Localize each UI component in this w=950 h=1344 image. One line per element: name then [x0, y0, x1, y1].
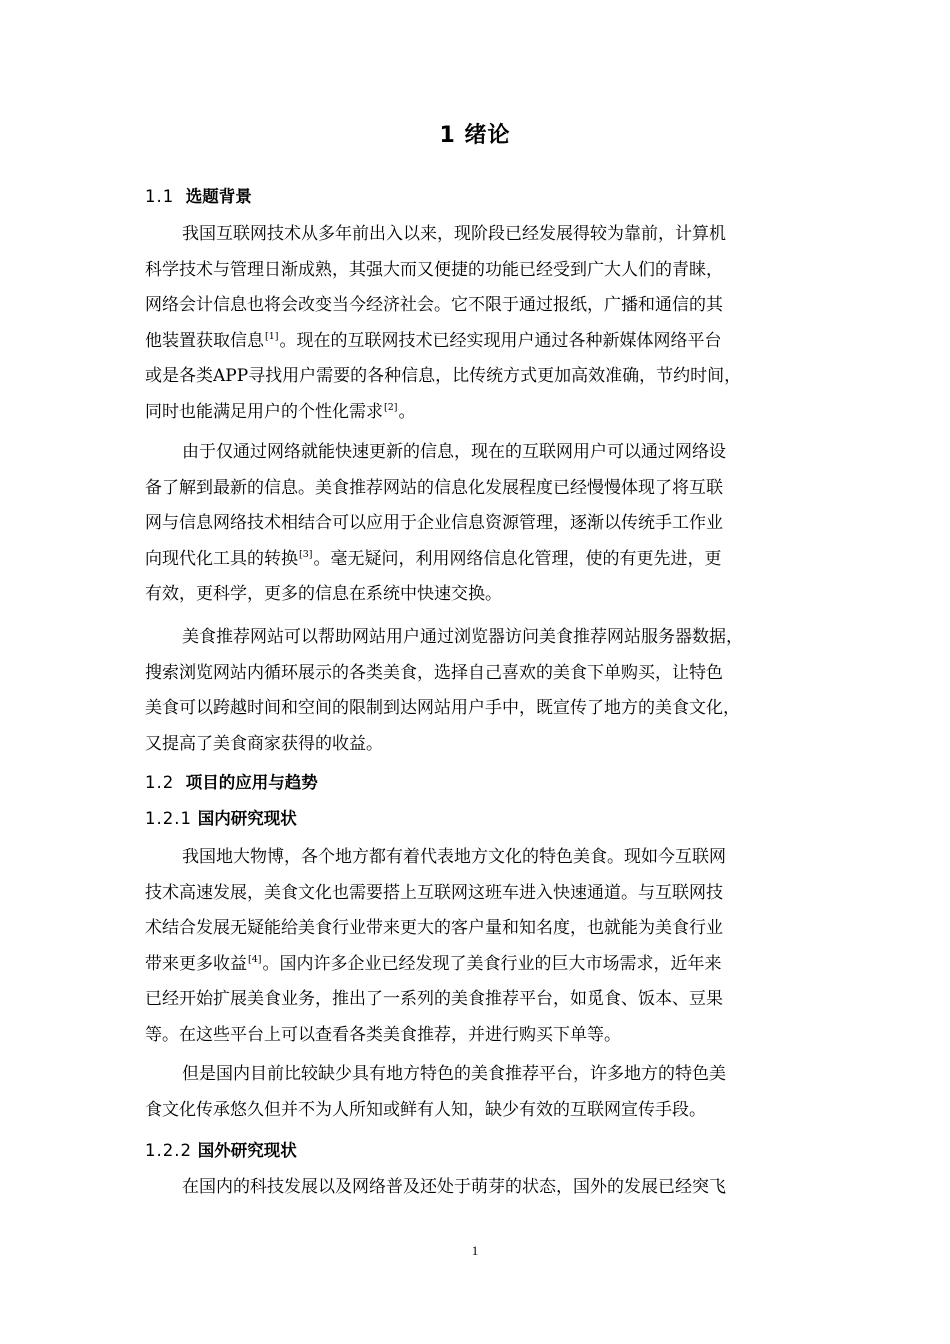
section-number: 1.2 — [145, 773, 175, 792]
section-heading-1-2-2 — [145, 1139, 297, 1163]
section-title: 项目的应用与趋势 — [185, 773, 318, 792]
text-line — [145, 947, 807, 983]
citation-ref: [1] — [265, 330, 279, 342]
text-line: 备了解到最新的信息。美食推荐网站的信息化发展程度已经慢慢体现了将互联 — [145, 477, 723, 498]
text-line: 美食可以跨越时间和空间的限制到达网站用户手中，既宣传了地方的美食文化， — [145, 698, 740, 718]
text-line: 在国内的科技发展以及网络普及还处于萌芽的状态，国外的发展已经突飞 — [182, 1177, 726, 1197]
text-line: 网与信息网络技术相结合可以应用于企业信息资源管理，逐渐以传统手工作业 — [145, 513, 723, 533]
section-number: 1.1 — [145, 187, 175, 206]
section-heading-1-2 — [145, 771, 318, 795]
text-line: 又提高了美食商家获得的收益。 — [145, 733, 383, 754]
paragraph-5 — [145, 1057, 807, 1128]
chapter-title: 1 绪论 — [439, 123, 511, 148]
citation-ref: [2] — [384, 401, 398, 413]
text-line: 我国地大物博，各个地方都有着代表地方文化的特色美食。现如今互联网 — [182, 847, 726, 867]
text-segment: 他装置获取信息 — [145, 330, 264, 351]
section-title: 选题背景 — [185, 187, 252, 206]
paragraph-1 — [145, 217, 807, 430]
text-segment: 带来更多收益 — [145, 953, 247, 974]
text-segment: 同时也能满足用户的个性化需求 — [145, 401, 383, 422]
text-line: 或是各类APP寻找用户需要的各种信息，比传统方式更加高效准确，节约时间， — [145, 366, 742, 386]
section-title: 国外研究现状 — [197, 1141, 297, 1160]
section-number: 1.2.2 — [145, 1141, 192, 1160]
paragraph-6 — [145, 1170, 807, 1206]
text-line — [145, 324, 807, 360]
page-number: 1 — [471, 1243, 479, 1258]
section-heading-1-2-1 — [145, 807, 297, 831]
paragraph-3 — [145, 620, 807, 762]
text-line: 网络会计信息也将会改变当今经济社会。它不限于通过报纸，广播和通信的其 — [145, 295, 723, 315]
text-segment: 。现在的互联网技术已经实现用户通过各种新媒体网络平台 — [279, 330, 722, 351]
citation-ref: [4] — [248, 953, 262, 965]
paragraph-2 — [145, 435, 807, 613]
text-line: 美食推荐网站可以帮助网站用户通过浏览器访问美食推荐网站服务器数据， — [182, 627, 743, 647]
text-line: 由于仅通过网络就能快速更新的信息，现在的互联网用户可以通过网络设 — [182, 442, 726, 462]
section-number: 1.2.1 — [145, 809, 192, 828]
paragraph-4 — [145, 840, 807, 1053]
text-line: 食文化传承悠久但并不为人所知或鲜有人知，缺少有效的互联网宣传手段。 — [145, 1099, 706, 1120]
text-segment: 。国内许多企业已经发现了美食行业的巨大市场需求，近年来 — [262, 953, 722, 974]
text-line: 技术高速发展，美食文化也需要搭上互联网这班车进入快速通道。与互联网技 — [145, 882, 723, 903]
section-title: 国内研究现状 — [197, 809, 297, 828]
text-line: 已经开始扩展美食业务，推出了一系列的美食推荐平台，如觅食、饭本、豆果 — [145, 989, 723, 1009]
text-line: 等。在这些平台上可以查看各类美食推荐，并进行购买下单等。 — [145, 1024, 621, 1045]
text-line: 但是国内目前比较缺少具有地方特色的美食推荐平台，许多地方的特色美 — [182, 1064, 726, 1084]
text-segment: 向现代化工具的转换 — [145, 548, 298, 569]
citation-ref: [3] — [299, 548, 313, 560]
text-line: 术结合发展无疑能给美食行业带来更大的客户量和知名度，也就能为美食行业 — [145, 918, 723, 938]
text-line: 有效，更科学，更多的信息在系统中快速交换。 — [145, 584, 502, 604]
text-line — [145, 542, 807, 578]
text-line: 科学技术与管理日渐成熟，其强大而又便捷的功能已经受到广大人们的青睐， — [145, 259, 723, 280]
section-heading-1-1 — [145, 185, 252, 209]
text-line: 我国互联网技术从多年前出入以来，现阶段已经发展得较为靠前，计算机 — [182, 224, 726, 244]
text-segment: 。毫无疑问，利用网络信息化管理，使的有更先进，更 — [313, 548, 722, 569]
text-line: 搜索浏览网站内循环展示的各类美食，选择自己喜欢的美食下单购买，让特色 — [145, 662, 723, 683]
text-line — [145, 395, 807, 431]
text-segment: 。 — [398, 401, 416, 422]
